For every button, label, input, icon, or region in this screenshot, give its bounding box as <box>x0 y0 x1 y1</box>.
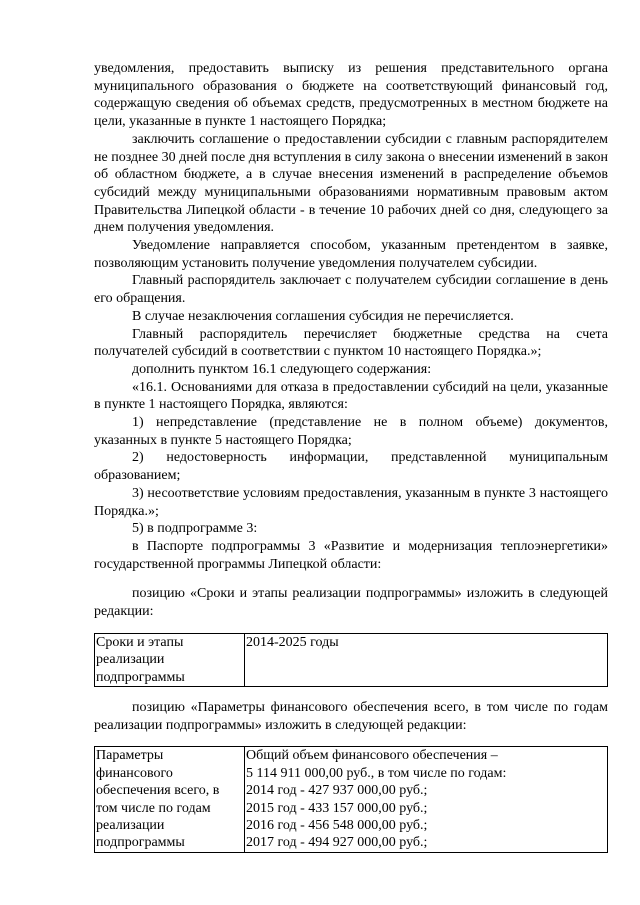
paragraph-ground-2: 2) недостоверность информации, представленной муниципальным образованием; <box>94 450 608 484</box>
paragraph-16-1-grounds: «16.1. Основаниями для отказа в предоставлении субсидий на цели, указанные в пункте 1 настоящего Порядка, являются: <box>94 379 608 413</box>
financing-value-line: 5 114 911 000,00 руб., в том числе по годам: <box>246 765 507 781</box>
terms-value: 2014-2025 годы <box>246 634 339 650</box>
financing-label-line: Параметры <box>96 748 164 764</box>
terms-label-line: реализации <box>96 652 165 668</box>
financing-value-line: Общий объем финансового обеспечения – <box>246 748 498 764</box>
financing-value-line: 2016 год - 456 548 000,00 руб.; <box>246 818 428 834</box>
terms-table <box>94 633 608 687</box>
financing-value-cell <box>245 747 608 852</box>
financing-label-line: обеспечения всего, в <box>96 783 220 799</box>
paragraph-conclude-agreement: заключить соглашение о предоставлении субсидии с главным распорядителем не позднее 30 дней после дня вступления в силу закона о внесении изменений в закон об областном бюджете, а в случае внесения изменений в распределение объемов субсидий между муниципальными образованиями нормативным правовым актом Правительства Липецкой области - в течение 10 рабочих дней со дня, следующего за днем получения уведомления. <box>94 131 608 236</box>
paragraph-subprogram-3: 5) в подпрограмме 3: <box>132 521 258 537</box>
paragraph-ground-1: 1) непредставление (представление не в полном объеме) документов, указанных в пункте 5 настоящего Порядка; <box>94 415 608 448</box>
paragraph-ground-3: 3) несоответствие условиям предоставления, указанным в пункте 3 настоящего Порядка.»; <box>94 485 608 519</box>
paragraph-agreement-day: Главный распорядитель заключает с получателем субсидии соглашение в день его обращения. <box>94 273 608 307</box>
financing-label-cell <box>95 747 245 852</box>
terms-value-cell <box>245 633 608 686</box>
paragraph-add-16-1: дополнить пунктом 16.1 следующего содержания: <box>132 361 432 377</box>
financing-label-line: финансового <box>96 765 173 781</box>
financing-value-line: 2014 год - 427 937 000,00 руб.; <box>246 783 428 799</box>
financing-value-line: 2017 год - 494 927 000,00 руб.; <box>246 835 428 851</box>
financing-label-line: реализации <box>96 818 165 834</box>
document-page <box>94 60 608 853</box>
financing-table <box>94 746 608 852</box>
financing-label-line: подпрограммы <box>96 835 185 851</box>
financing-label-line: том числе по годам <box>96 800 211 816</box>
table-row <box>95 633 608 686</box>
table-row <box>95 747 608 852</box>
financing-value-line: 2015 год - 433 157 000,00 руб.; <box>246 800 428 816</box>
terms-label-line: Сроки и этапы <box>96 634 184 650</box>
paragraph-position-financing: позицию «Параметры финансового обеспечения всего, в том числе по годам реализации подпрограммы» изложить в следующей редакции: <box>94 700 608 733</box>
terms-label-line: подпрограммы <box>96 669 185 685</box>
terms-label-cell <box>95 633 245 686</box>
paragraph-notification-extract: уведомления, предоставить выписку из решения представительного органа муниципального образования о бюджете на соответствующий финансовый год, содержащую сведения об объемах средств, предусмотренных в местном бюджете на цели, указанные в пункте 1 настоящего Порядка; <box>94 61 608 130</box>
paragraph-transfer-funds: Главный распорядитель перечисляет бюджетные средства на счета получателей субсидий в соответствии с пунктом 10 настоящего Порядка.»; <box>94 326 608 360</box>
paragraph-notification-method: Уведомление направляется способом, указанным претендентом в заявке, позволяющим установить получение уведомления получателем субсидии. <box>94 238 608 271</box>
paragraph-passport-subprogram-3: в Паспорте подпрограммы 3 «Развитие и модернизация теплоэнергетики» государственной программы Липецкой области: <box>94 538 608 572</box>
paragraph-position-terms: позицию «Сроки и этапы реализации подпрограммы» изложить в следующей редакции: <box>94 586 608 620</box>
paragraph-no-agreement: В случае незаключения соглашения субсидия не перечисляется. <box>132 308 514 324</box>
